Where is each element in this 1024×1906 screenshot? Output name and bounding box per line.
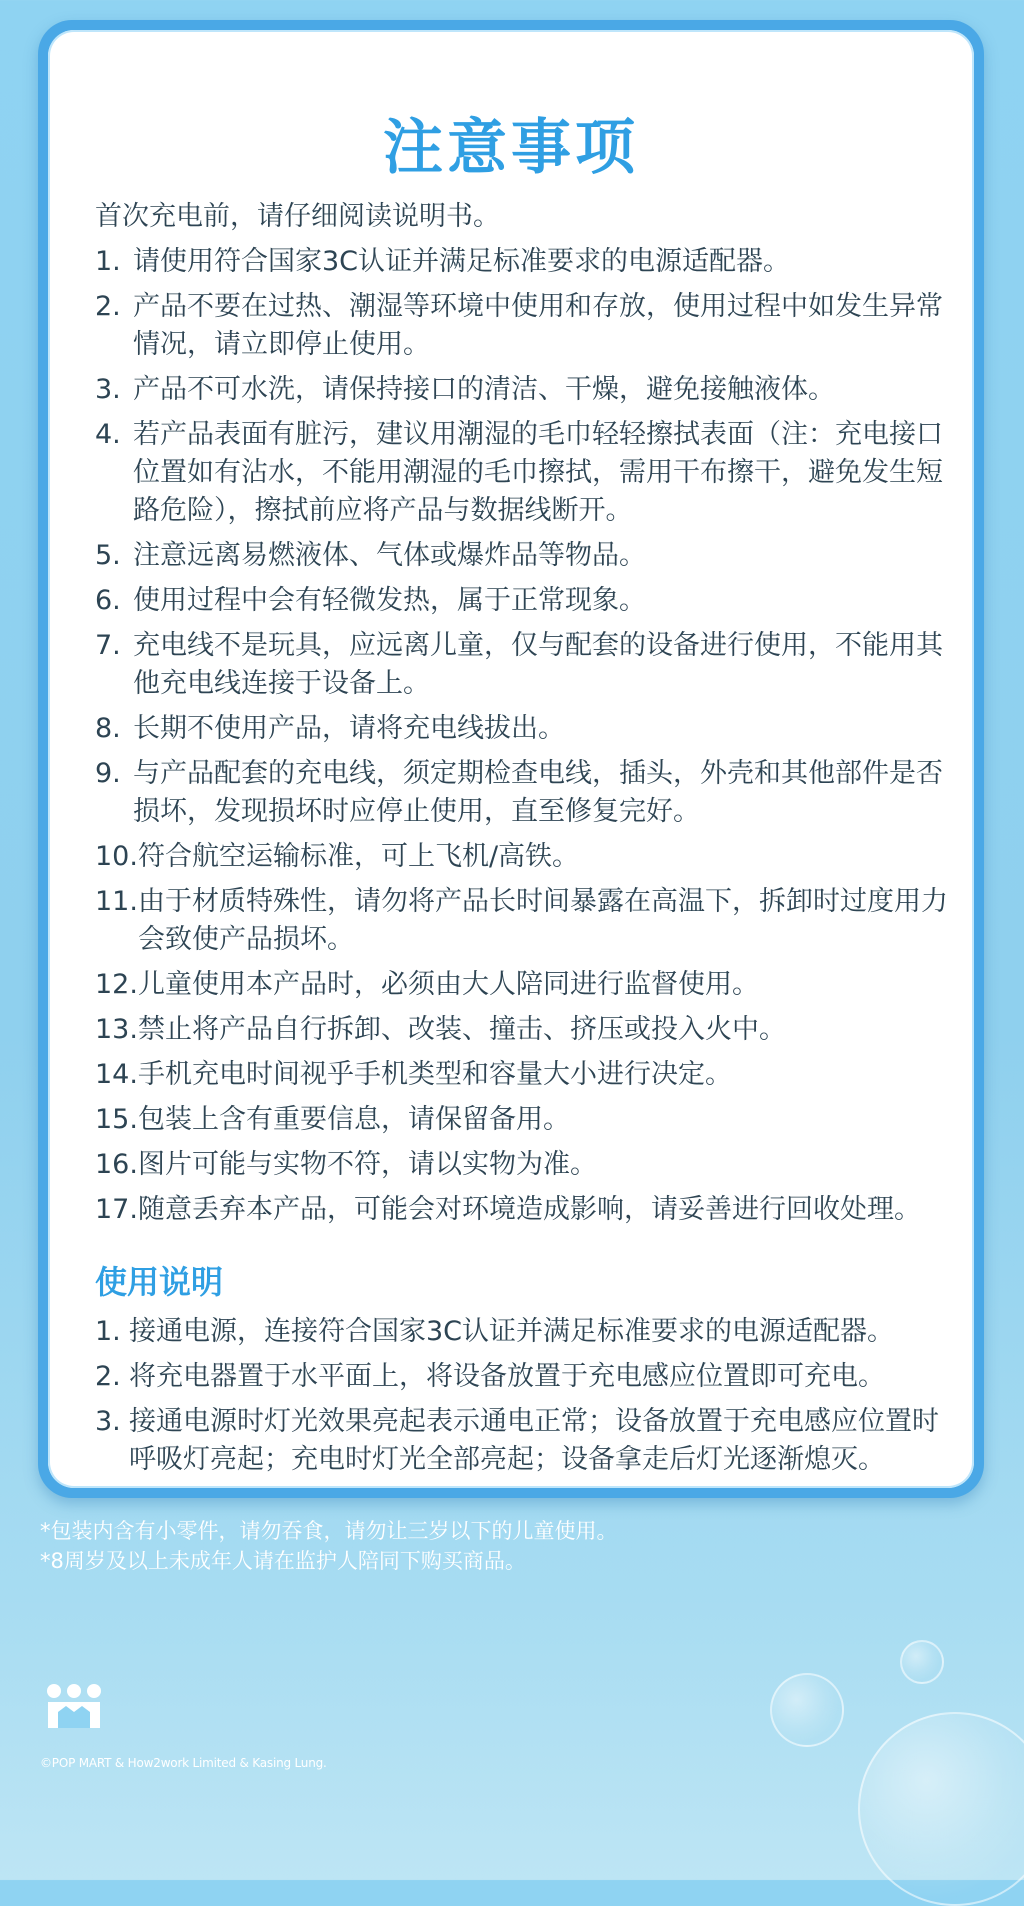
item-text: 随意丢弃本产品，可能会对环境造成影响，请妥善进行回收处理。 bbox=[137, 1194, 921, 1225]
item-text: 充电线不是玩具，应远离儿童，仅与配套的设备进行使用，不能用其他充电线连接于设备上。 bbox=[133, 630, 943, 699]
item-text: 注意远离易燃液体、气体或爆炸品等物品。 bbox=[133, 540, 646, 571]
usage-item bbox=[95, 1313, 965, 1351]
item-number: 10. bbox=[95, 841, 138, 872]
item-number: 15. bbox=[95, 1104, 138, 1135]
item-text: 与产品配套的充电线，须定期检查电线，插头，外壳和其他部件是否损坏，发现损坏时应停止使用，直至修复完好。 bbox=[133, 758, 943, 827]
bubble-decoration bbox=[770, 1673, 844, 1747]
item-number: 1. bbox=[95, 1316, 121, 1347]
item-text: 符合航空运输标准，可上飞机/高铁。 bbox=[137, 841, 580, 872]
notice-item bbox=[95, 838, 965, 876]
item-text: 包装上含有重要信息，请保留备用。 bbox=[137, 1104, 570, 1135]
item-text: 儿童使用本产品时，必须由大人陪同进行监督使用。 bbox=[137, 969, 759, 1000]
item-number: 17. bbox=[95, 1194, 138, 1225]
item-text: 请使用符合国家3C认证并满足标准要求的电源适配器。 bbox=[133, 246, 791, 277]
item-number: 6. bbox=[95, 585, 121, 616]
item-number: 9. bbox=[95, 758, 121, 789]
item-text: 产品不要在过热、潮湿等环境中使用和存放，使用过程中如发生异常情况，请立即停止使用。 bbox=[133, 291, 943, 360]
item-number: 3. bbox=[95, 1406, 121, 1437]
notice-item bbox=[95, 627, 965, 703]
item-text: 接通电源时灯光效果亮起表示通电正常；设备放置于充电感应位置时呼吸灯亮起；充电时灯光全部亮起；设备拿走后灯光逐渐熄灭。 bbox=[129, 1406, 939, 1475]
item-text: 使用过程中会有轻微发热，属于正常现象。 bbox=[133, 585, 646, 616]
item-number: 2. bbox=[95, 291, 121, 322]
footer-note: *包装内含有小零件，请勿吞食，请勿让三岁以下的儿童使用。 bbox=[40, 1519, 618, 1543]
item-number: 8. bbox=[95, 713, 121, 744]
item-number: 16. bbox=[95, 1149, 138, 1180]
notice-item bbox=[95, 1011, 965, 1049]
item-text: 禁止将产品自行拆卸、改装、撞击、挤压或投入火中。 bbox=[137, 1014, 786, 1045]
notice-item bbox=[95, 537, 965, 575]
notice-card bbox=[48, 30, 974, 1488]
item-number: 4. bbox=[95, 419, 121, 450]
item-number: 13. bbox=[95, 1014, 138, 1045]
item-number: 11. bbox=[95, 886, 138, 917]
usage-section-title: 使用说明 bbox=[95, 1263, 224, 1301]
item-number: 5. bbox=[95, 540, 121, 571]
usage-item bbox=[95, 1358, 965, 1396]
item-number: 3. bbox=[95, 374, 121, 405]
item-text: 手机充电时间视乎手机类型和容量大小进行决定。 bbox=[137, 1059, 732, 1090]
notice-item bbox=[95, 966, 965, 1004]
notice-item bbox=[95, 582, 965, 620]
notice-item bbox=[95, 1101, 965, 1139]
item-text: 产品不可水洗，请保持接口的清洁、干燥，避免接触液体。 bbox=[133, 374, 835, 405]
notice-list bbox=[95, 243, 965, 1229]
notice-item bbox=[95, 755, 965, 831]
footer-note: *8周岁及以上未成年人请在监护人陪同下购买商品。 bbox=[40, 1549, 526, 1573]
notice-item bbox=[95, 416, 965, 530]
copyright-text: ©POP MART & How2work Limited & Kasing Lung. bbox=[40, 1756, 327, 1770]
notice-item bbox=[95, 1056, 965, 1094]
item-number: 2. bbox=[95, 1361, 121, 1392]
item-number: 14. bbox=[95, 1059, 138, 1090]
intro-text: 首次充电前，请仔细阅读说明书。 bbox=[95, 201, 500, 232]
item-text: 长期不使用产品，请将充电线拔出。 bbox=[133, 713, 565, 744]
item-text: 接通电源，连接符合国家3C认证并满足标准要求的电源适配器。 bbox=[129, 1316, 895, 1347]
page-title: 注意事项 bbox=[383, 113, 639, 183]
item-text: 将充电器置于水平面上，将设备放置于充电感应位置即可充电。 bbox=[129, 1361, 885, 1392]
notice-item bbox=[95, 243, 965, 281]
item-number: 7. bbox=[95, 630, 121, 661]
item-text: 图片可能与实物不符，请以实物为准。 bbox=[137, 1149, 597, 1180]
notice-item bbox=[95, 288, 965, 364]
notice-item bbox=[95, 371, 965, 409]
notice-item bbox=[95, 710, 965, 748]
pop-mart-logo-icon bbox=[44, 1682, 104, 1730]
item-number: 1. bbox=[95, 246, 121, 277]
notice-item bbox=[95, 1146, 965, 1184]
bubble-decoration bbox=[900, 1640, 944, 1684]
usage-item bbox=[95, 1403, 965, 1479]
item-text: 若产品表面有脏污，建议用潮湿的毛巾轻轻擦拭表面（注：充电接口位置如有沾水，不能用潮湿的毛巾擦拭，需用干布擦干，避免发生短路危险），擦拭前应将产品与数据线断开。 bbox=[133, 419, 943, 526]
notice-item bbox=[95, 883, 965, 959]
footer-notes bbox=[40, 1516, 618, 1576]
notice-item bbox=[95, 1191, 965, 1229]
bubble-decoration bbox=[858, 1712, 1024, 1906]
item-number: 12. bbox=[95, 969, 138, 1000]
item-text: 由于材质特殊性，请勿将产品长时间暴露在高温下，拆卸时过度用力会致使产品损坏。 bbox=[137, 886, 948, 955]
card-content bbox=[95, 198, 965, 1486]
notice-card-frame bbox=[38, 20, 984, 1498]
usage-list bbox=[95, 1313, 965, 1479]
